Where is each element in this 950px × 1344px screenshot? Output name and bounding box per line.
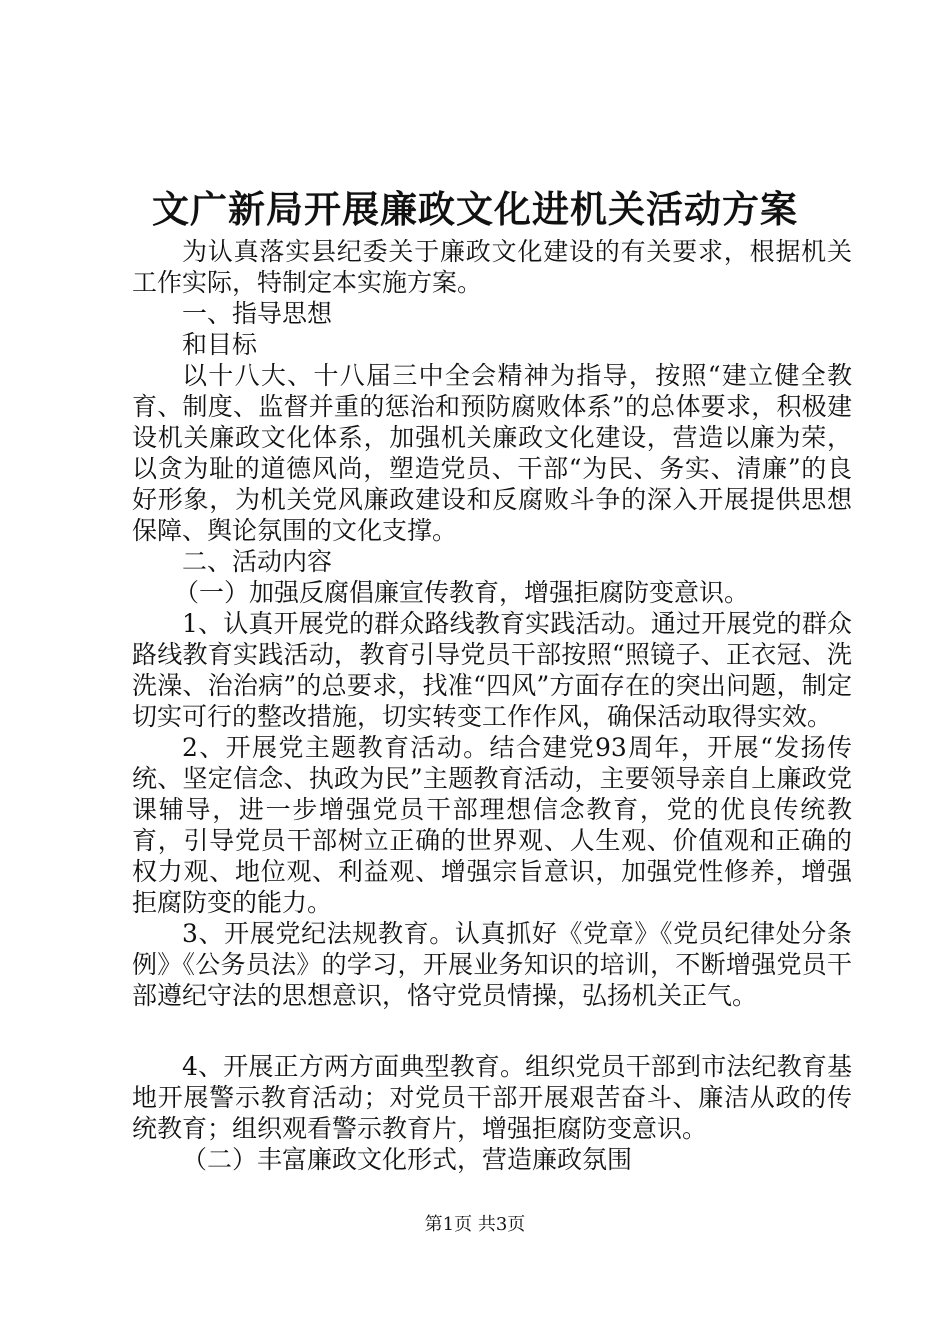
section-heading-activities: 二、活动内容 [182, 547, 333, 576]
document-title: 文广新局开展廉政文化进机关活动方案 [152, 187, 798, 231]
section-heading-continuation: 和目标 [182, 330, 258, 359]
page-indicator: 第1页 共3页 [424, 1214, 526, 1235]
document-body [132, 236, 852, 1175]
section-heading-guiding-thought: 一、指导思想 [182, 299, 333, 328]
subsection-heading-1: （一）加强反腐倡廉宣传教育，增强拒腐防变意识。 [174, 578, 750, 607]
activity-item-4: 4、开展正方两方面典型教育。组织党员干部到市法纪教育基地开展警示教育活动；对党员干部开展艰苦奋斗、廉洁从政的传统教育；组织观看警示教育片，增强拒腐防变意识。 [132, 1052, 852, 1143]
subsection-heading-2: （二）丰富廉政文化形式，营造廉政氛围 [182, 1145, 633, 1174]
intro-paragraph: 为认真落实县纪委关于廉政文化建设的有关要求，根据机关工作实际，特制定本实施方案。 [132, 237, 852, 297]
activity-item-2: 2、开展党主题教育活动。结合建党93周年，开展“发扬传统、坚定信念、执政为民”主题教育活动，主要领导亲自上廉政党课辅导，进一步增强党员干部理想信念教育，党的优良传统教育，引导党员干部树立正确的世界观、人生观、价值观和正确的权力观、地位观、利益观、增强宗旨意识，加强党性修养，增强拒腐防变的能力。 [132, 733, 852, 917]
guiding-thought-paragraph: 以十八大、十八届三中全会精神为指导，按照“建立健全教育、制度、监督并重的惩治和预防腐败体系”的总体要求，积极建设机关廉政文化体系，加强机关廉政文化建设，营造以廉为荣，以贪为耻的道德风尚，塑造党员、干部“为民、务实、清廉”的良好形象，为机关党风廉政建设和反腐败斗争的深入开展提供思想保障、舆论氛围的文化支撑。 [132, 361, 852, 545]
activity-item-1: 1、认真开展党的群众路线教育实践活动。通过开展党的群众路线教育实践活动，教育引导党员干部按照“照镜子、正衣冠、洗洗澡、治治病”的总要求，找准“四风”方面存在的突出问题，制定切实可行的整改措施，切实转变工作作风，确保活动取得实效。 [132, 609, 852, 731]
activity-item-3: 3、开展党纪法规教育。认真抓好《党章》《党员纪律处分条例》《公务员法》的学习，开展业务知识的培训，不断增强党员干部遵纪守法的思想意识，恪守党员情操，弘扬机关正气。 [132, 919, 852, 1010]
